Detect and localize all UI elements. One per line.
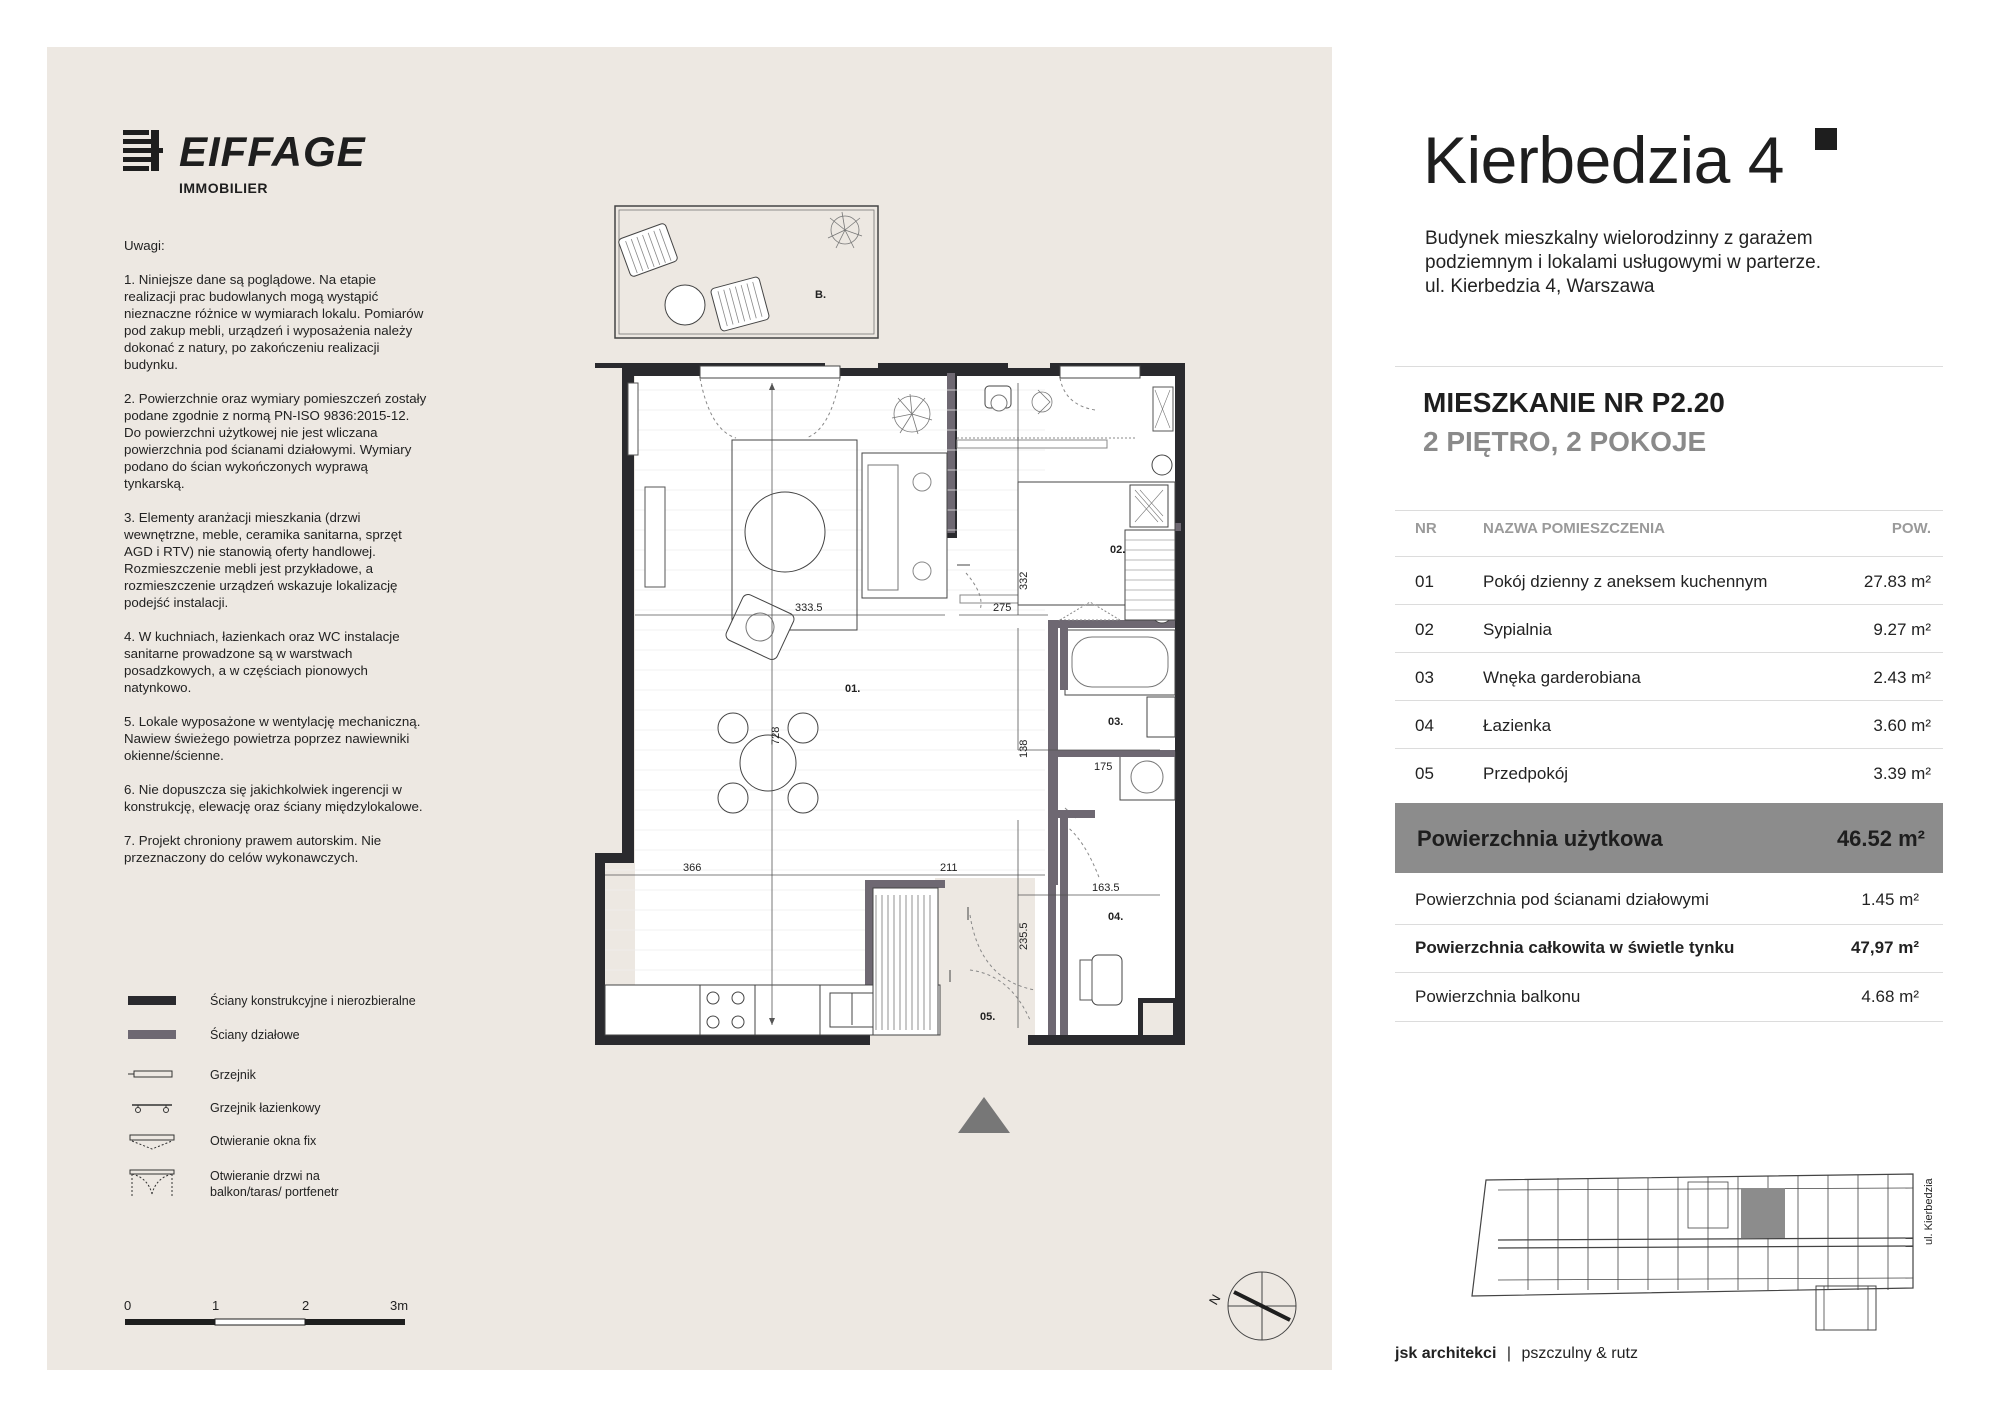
extra-value: 47,97 m² bbox=[1850, 938, 1919, 957]
site-plan bbox=[1458, 1160, 1928, 1340]
room-nr: 03 bbox=[1415, 668, 1434, 687]
room-row bbox=[1415, 572, 1941, 620]
room-label-hall: 05. bbox=[980, 1011, 996, 1023]
room-name: Sypialnia bbox=[1483, 620, 1552, 639]
legend-label: Grzejnik łazienkowy bbox=[210, 1101, 321, 1115]
legend-item bbox=[124, 993, 454, 1023]
architect-right: pszczulny & rutz bbox=[1521, 1345, 1638, 1362]
project-description bbox=[1425, 227, 1905, 299]
extra-value: 1.45 m² bbox=[1861, 890, 1919, 909]
room-name: Łazienka bbox=[1483, 716, 1552, 735]
note-item: 3. Elementy aranżacji mieszkania (drzwi wewnętrzne, meble, ceramika sanitarna, sprzęt AGD i RTV) nie stanowią oferty handlowej. Rozmieszczenie mebli jest przykładowe, a rozmieszczenie urządzeń wskazuje lokalizację podejść instalacji. bbox=[124, 510, 402, 610]
north-letter: N bbox=[1205, 1291, 1224, 1308]
room-area: 3.60 m² bbox=[1873, 716, 1931, 735]
structural-wall-swatch-icon bbox=[128, 995, 176, 1007]
legend-label: Ściany konstrukcyjne i nierozbieralne bbox=[210, 994, 416, 1008]
radiator-icon bbox=[1153, 387, 1173, 431]
radiator-icon bbox=[628, 383, 638, 455]
description-line: ul. Kierbedzia 4, Warszawa bbox=[1425, 276, 1655, 297]
coffee-table-icon bbox=[745, 492, 825, 572]
wardrobe-entry bbox=[873, 888, 938, 1035]
room-area: 27.83 m² bbox=[1863, 572, 1931, 591]
total-area-row bbox=[1395, 803, 1943, 873]
divider bbox=[1395, 652, 1943, 653]
room-label-bedroom: 02. bbox=[1110, 544, 1126, 556]
legend-item bbox=[124, 1133, 454, 1163]
partition-wall-swatch-icon bbox=[128, 1029, 176, 1041]
dimension-label: 275 bbox=[993, 602, 1012, 614]
scale-bar bbox=[124, 1298, 409, 1338]
dimension-label: 211 bbox=[940, 862, 958, 874]
project-title: Kierbedzia 4 bbox=[1423, 123, 1784, 197]
note-item: 6. Nie dopuszcza się jakichkolwiek ingerencji w konstrukcję, elewację oraz ściany międzylokalowe. bbox=[124, 782, 423, 814]
dimension-label: 366 bbox=[683, 862, 702, 874]
note-item: 4. W kuchniach, łazienkach oraz WC instalacje sanitarne prowadzone są w warstwach posadzkowych, a w częściach pionowych natynkowo. bbox=[124, 629, 400, 695]
legend-label: Grzejnik bbox=[210, 1068, 256, 1082]
apartment-floor: 2 PIĘTRO, 2 POKOJE bbox=[1423, 426, 1707, 457]
balcony-table-icon bbox=[665, 285, 705, 325]
bedroom-rug-top bbox=[957, 440, 1107, 448]
room-row bbox=[1415, 716, 1941, 764]
extra-label: Powierzchnia całkowita w świetle tynku bbox=[1415, 938, 1735, 957]
dimension-label: 175 bbox=[1094, 761, 1113, 773]
divider bbox=[1395, 510, 1943, 511]
balcony-door-window bbox=[700, 366, 840, 378]
bedroom-window bbox=[1060, 366, 1140, 378]
balcony-door-icon bbox=[128, 1168, 176, 1198]
room-row bbox=[1415, 620, 1941, 668]
nightstand-icon bbox=[1152, 455, 1172, 475]
eiffage-logo-icon bbox=[123, 130, 163, 174]
dimension-label: 728 bbox=[770, 726, 782, 745]
room-label-living: 01. bbox=[845, 683, 861, 695]
divider bbox=[1395, 972, 1943, 973]
architects-credit bbox=[1395, 1345, 1638, 1363]
divider bbox=[1395, 700, 1943, 701]
scale-bar-graphic bbox=[124, 1318, 409, 1328]
extra-value: 4.68 m² bbox=[1861, 987, 1919, 1006]
room-name: Przedpokój bbox=[1483, 764, 1569, 783]
divider bbox=[1395, 1021, 1943, 1022]
notes bbox=[124, 237, 429, 883]
notes-heading: Uwagi: bbox=[124, 238, 165, 253]
legend-item bbox=[124, 1067, 454, 1097]
room-label-bathroom: 04. bbox=[1108, 911, 1124, 923]
legend-item bbox=[124, 1168, 454, 1208]
extra-label: Powierzchnia balkonu bbox=[1415, 987, 1581, 1006]
room-name: Pokój dzienny z aneksem kuchennym bbox=[1483, 572, 1768, 591]
divider bbox=[1395, 924, 1943, 925]
dimension-label: 332 bbox=[1018, 571, 1030, 590]
washing-machine-icon bbox=[1147, 697, 1175, 737]
note-item: 1. Niniejsze dane są poglądowe. Na etapie realizacji prac budowlanych mogą wystąpić nieznaczne różnice w wymiarach lokalu. Pomiarów pod zakup mebli, urządzeń i wyposażenia należy dokonać z natury, po zakończeniu realizacji budynku. bbox=[124, 272, 424, 372]
room-area: 2.43 m² bbox=[1873, 668, 1931, 687]
legend-item bbox=[124, 1027, 454, 1057]
street-label: ul. Kierbedzia bbox=[1923, 1178, 1935, 1245]
toilet-icon bbox=[1092, 955, 1122, 1005]
total-label: Powierzchnia użytkowa bbox=[1417, 826, 1663, 851]
room-row bbox=[1415, 668, 1941, 716]
architect-left: jsk architekci bbox=[1395, 1345, 1497, 1362]
scale-tick: 0 bbox=[124, 1298, 132, 1313]
extra-label: Powierzchnia pod ścianami działowymi bbox=[1415, 890, 1709, 909]
note-item: 2. Powierzchnie oraz wymiary pomieszczeń zostały podane zgodnie z normą PN-ISO 9836:2015-12. Do powierzchni użytkowej nie jest wliczana powierzchnia pod ścianami działowymi. Wymiary podano do ścian wykończonych wyprawą tynkarską. bbox=[124, 391, 427, 491]
balcony-plant-icon bbox=[828, 212, 862, 248]
floor-plan bbox=[470, 190, 1230, 1070]
note-item: 7. Projekt chroniony prawem autorskim. Nie przeznaczony do celów wykonawczych. bbox=[124, 833, 382, 865]
dimension-label: 138 bbox=[1018, 739, 1030, 758]
room-label-closet: 03. bbox=[1108, 716, 1124, 728]
sofa-icon bbox=[862, 453, 947, 598]
tv-cabinet bbox=[645, 487, 665, 587]
bathroom-radiator-icon bbox=[128, 1102, 176, 1116]
brand-name: EIFFAGE bbox=[179, 128, 366, 175]
north-arrow-icon bbox=[1224, 1268, 1300, 1344]
divider bbox=[1395, 556, 1943, 557]
scale-tick: 3m bbox=[390, 1298, 409, 1313]
header-area: POW. bbox=[1891, 520, 1931, 537]
scale-tick: 2 bbox=[302, 1298, 310, 1313]
legend-label: Otwieranie drzwi na balkon/taras/ portfenetr bbox=[210, 1169, 339, 1199]
room-name: Wnęka garderobiana bbox=[1483, 668, 1641, 687]
apartment-number: MIESZKANIE NR P2.20 bbox=[1423, 387, 1725, 418]
entrance-arrow-icon bbox=[957, 1095, 1012, 1135]
dimension-label: 235.5 bbox=[1018, 922, 1030, 950]
balcony bbox=[615, 206, 878, 338]
legend-label: Otwieranie okna fix bbox=[210, 1134, 317, 1148]
divider bbox=[1395, 748, 1943, 749]
scale-tick: 1 bbox=[212, 1298, 220, 1313]
dimension-label: 163.5 bbox=[1092, 882, 1120, 894]
title-square-icon bbox=[1815, 128, 1837, 150]
window-fix-icon bbox=[128, 1133, 176, 1151]
legend-item bbox=[124, 1100, 454, 1130]
architect-sep: | bbox=[1506, 1345, 1512, 1362]
note-item: 5. Lokale wyposażone w wentylację mechaniczną. Nawiew świeżego powietrza poprzez nawiewniki okienne/ścienne. bbox=[124, 714, 421, 763]
total-value: 46.52 m² bbox=[1836, 826, 1925, 851]
dimension-label: 333.5 bbox=[795, 602, 823, 614]
header-nr: NR bbox=[1415, 520, 1437, 537]
room-label-balcony: B. bbox=[815, 289, 826, 301]
apartment-location-marker bbox=[1741, 1188, 1785, 1238]
decorative-stripes bbox=[1304, 128, 1328, 418]
room-nr: 05 bbox=[1415, 764, 1434, 783]
room-area: 3.39 m² bbox=[1873, 764, 1931, 783]
room-area: 9.27 m² bbox=[1873, 620, 1931, 639]
header-name: NAZWA POMIESZCZENIA bbox=[1483, 520, 1665, 537]
brand-sub: IMMOBILIER bbox=[179, 180, 268, 196]
description-line: Budynek mieszkalny wielorodzinny z garażem bbox=[1425, 228, 1813, 249]
divider bbox=[1395, 604, 1943, 605]
radiator-icon bbox=[128, 1069, 176, 1081]
divider bbox=[1395, 366, 1943, 367]
legend-label: Ściany działowe bbox=[210, 1028, 300, 1042]
room-nr: 02 bbox=[1415, 620, 1434, 639]
room-nr: 04 bbox=[1415, 716, 1434, 735]
description-line: podziemnym i lokalami usługowymi w parterze. bbox=[1425, 252, 1821, 273]
info-panel bbox=[1395, 0, 1955, 1414]
room-nr: 01 bbox=[1415, 572, 1434, 591]
